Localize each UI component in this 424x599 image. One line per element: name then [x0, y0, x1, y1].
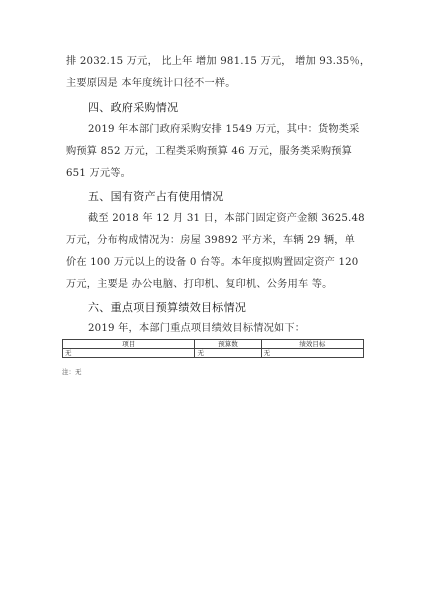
column-header-performance-goal: 绩效目标	[261, 340, 363, 349]
table-header-row	[63, 340, 364, 349]
section-heading-state-assets: 五、国有资产占有使用情况	[88, 190, 224, 203]
section-heading-procurement: 四、政府采购情况	[88, 101, 179, 114]
table-row	[63, 349, 364, 358]
table-note: 注：无	[62, 368, 82, 376]
performance-table	[62, 339, 364, 358]
paragraph-line: 价在 100 万元以上的设备 0 台等。本年度拟购置固定资产 120	[66, 257, 359, 268]
paragraph-line: 2019 年本部门政府采购安排 1549 万元，其中：货物类采	[88, 124, 360, 135]
table-cell: 无	[63, 349, 195, 358]
paragraph-line: 排 2032.15 万元， 比上年 增加 981.15 万元， 增加 93.35％，	[66, 56, 371, 67]
table-cell: 无	[261, 349, 363, 358]
paragraph-line: 万元，主要是 办公电脑、打印机、复印机、公务用车 等。	[66, 279, 333, 290]
paragraph-line: 651 万元等。	[66, 168, 132, 179]
section-heading-performance: 六、重点项目预算绩效目标情况	[88, 301, 247, 314]
paragraph-line: 截至 2018 年 12 月 31 日，本部门固定资产金额 3625.48	[88, 213, 365, 224]
paragraph-line: 购预算 852 万元，工程类采购预算 46 万元，服务类采购预算	[66, 146, 353, 157]
paragraph-line: 2019 年，本部门重点项目绩效目标情况如下：	[88, 323, 306, 334]
table-cell: 无	[195, 349, 261, 358]
paragraph-line: 万元，分布构成情况为：房屋 39892 平方米，车辆 29 辆，单	[66, 235, 356, 246]
column-header-project: 项目	[63, 340, 195, 349]
column-header-budget: 预算数	[195, 340, 261, 349]
paragraph-line: 主要原因是 本年度统计口径不一样。	[66, 78, 236, 89]
